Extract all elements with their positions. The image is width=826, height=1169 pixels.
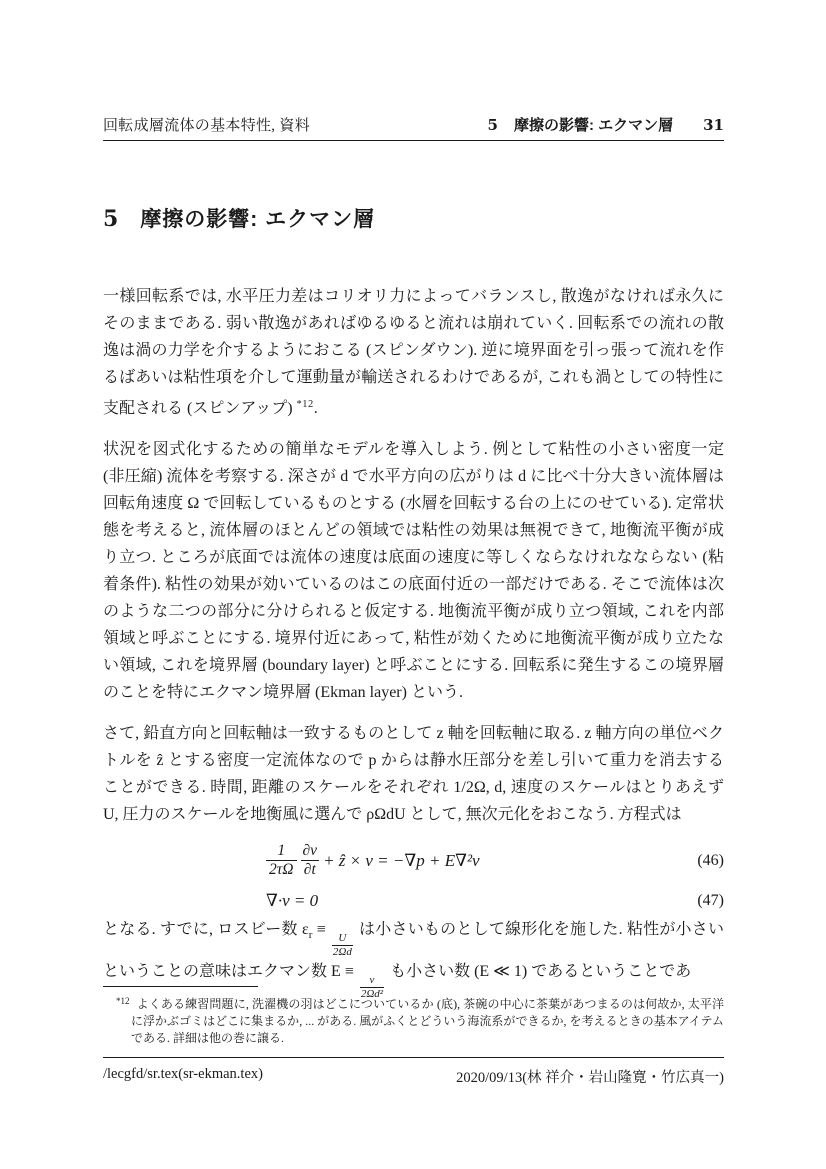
equation-block [103,836,724,916]
fraction-numerator: ∂v [302,842,318,860]
paragraph-4-text-a: となる. すでに, ロスビー数 ε [103,921,309,938]
paragraph-1 [103,283,724,422]
fraction-numerator: U [338,932,347,944]
section-title: 摩擦の影響: エクマン層 [140,208,376,231]
running-head-left: 回転成層流体の基本特性, 資料 [103,118,311,134]
footnote-12 [103,993,724,1047]
footnote-text: よくある練習問題に, 洗濯機の羽はどこについているか (底), 茶碗の中心に茶葉があつまるのは何故か, 太平洋に浮かぶゴミはどこに集まるか, ... がある. 風がふくとどういう海流系ができるか, を考えるときの基本アイテムである. 詳細は他の巻に譲る. [131,997,724,1045]
paragraph-2: 状況を図式化するための簡単なモデルを導入しよう. 例として粘性の小さい密度一定 (非圧縮) 流体を考察する. 深さが d で水平方向の広がりは d に比べ十分大きい流体層は回転角速度 Ω で回転しているものとする (水層を回転する台の上にのせている). 定常状態を考えると, 流体層のほとんどの領域では粘性の効果は無視できて, 地衡流平衡が成り立つ. ところが底面では流体の速度は底面の速度に等しくならなけれなならない (粘着条件). 粘性の効果が効いているのはこの底面付近の一部だけである. そこで流体は次のような二つの部分に分けられると仮定する. 地衡流平衡が成り立つ領域, これを内部領域と呼ぶことにする. 境界付近にあって, 粘性が効くために地衡流平衡が成り立たない領域, これを境界層 (boundary layer) と呼ぶことにする. 回転系に発生するこの境界層のことを特にエクマン境界層 (Ekman layer) という. [103,441,724,701]
fraction-dv-dt [300,842,321,878]
equation-47-number: (47) [697,891,724,909]
footer-row [103,1066,724,1087]
equation-46 [103,836,724,884]
page-footer [103,1057,724,1087]
paragraph-1-end: . [313,400,318,417]
fraction-numerator: 1 [277,842,286,860]
footer-date-authors: 2020/09/13(林 祥介・岩山隆寛・竹広真一) [456,1070,724,1086]
running-head-section-number: 5 [487,116,498,134]
equation-47 [103,884,724,916]
rossby-number-fraction [332,932,353,958]
equation-47-expression: ∇·v = 0 [266,890,319,910]
fraction-one-over-2tau-omega [266,842,297,878]
footnote-marker: *12 [116,996,130,1006]
fraction-denominator: ∂t [301,860,319,878]
footnote-reference: *12 [296,399,314,410]
section-number: 5 [103,206,119,232]
equation-46-rhs: + ẑ × v = −∇p + E∇²v [323,850,480,870]
footer-file-path: /lecgfd/sr.tex(sr-ekman.tex) [103,1066,263,1082]
footer-rule [103,1057,724,1058]
paragraph-4-text-b: は小さいものとして線形化を施した. 粘性が小さいということの意味はエクマン数 E ≡ [103,921,724,981]
running-head-section-title: 摩擦の影響: エクマン層 [513,117,674,134]
paragraph-1-text: 一様回転系では, 水平圧力差はコリオリ力によってバランスし, 散逸がなければ永久にそのままである. 弱い散逸があればゆるゆると流れは崩れていく. 回転系での流れの散逸は渦の力学を介するようにおこる (スピンダウン). 逆に境界面を引っ張って流れを作るばあいは粘性項を介して運動量が輸送されるわけであるが, これも渦としての特性に支配される (スピンアップ) [103,288,724,417]
equation-46-number: (46) [697,851,724,869]
header-rule [103,140,724,141]
equation-46-expression [266,842,480,878]
fraction-denominator: 2Ωd [332,945,352,958]
body-text [103,283,724,1001]
rossby-number-subscript: r [308,929,313,942]
fraction-denominator: 2τΩ [266,860,297,878]
footnote-area [103,986,724,1047]
paragraph-4-text-c: も小さい数 (E ≪ 1) であるということであ [386,963,692,981]
fraction-numerator: ν [369,974,375,987]
running-head [103,114,724,135]
paragraph-3: さて, 鉛直方向と回転軸は一致するものとして z 軸を回転軸に取る. z 軸方向の単位ベクトルを ẑ とする密度一定流体なので p からは静水圧部分を差し引いて重力を消去することができる. 時間, 距離のスケールをそれぞれ 1/2Ω, d, 速度のスケールはとりあえず U, 圧力のスケールを地衡風に選んで ρΩdU として, 無次元化をおこなう. 方程式は [103,725,724,823]
fraction-denominator: 2Ωd² [360,987,384,1000]
section-heading [103,203,375,233]
paragraph-4-text-a2: ≡ [312,921,330,938]
page-number: 31 [703,116,724,134]
footnote-rule [103,986,258,987]
